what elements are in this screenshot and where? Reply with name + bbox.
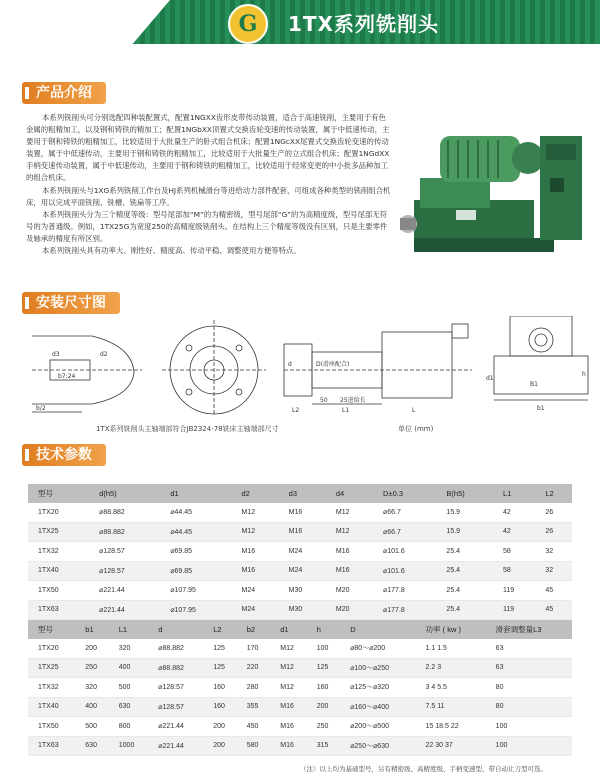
- table-cell: 80: [486, 697, 572, 717]
- table-row: [28, 639, 572, 658]
- table-cell: 1TX20: [28, 639, 75, 658]
- table-cell: 1TX50: [28, 581, 89, 601]
- table-cell: ⌀177.8: [373, 600, 436, 620]
- section-label: 安装尺寸图: [36, 295, 106, 311]
- table-cell: 1TX40: [28, 697, 75, 717]
- table-row: [28, 697, 572, 717]
- table-cell: 45: [535, 581, 572, 601]
- table-row: [28, 522, 572, 542]
- table-cell: M16: [270, 717, 306, 737]
- table-cell: 22 30 37: [416, 736, 486, 756]
- table-cell: ⌀221.44: [89, 600, 160, 620]
- table-cell: 580: [237, 736, 270, 756]
- table-cell: 1000: [109, 736, 149, 756]
- section-title-intro: [22, 82, 106, 104]
- column-header: d4: [326, 484, 373, 503]
- table-cell: ⌀250～⌀630: [340, 736, 415, 756]
- dim-label: b1: [537, 405, 545, 412]
- table-cell: 26: [535, 503, 572, 522]
- table-cell: 200: [307, 697, 340, 717]
- column-header: B(h5): [436, 484, 493, 503]
- section-title-tech: [22, 444, 106, 466]
- column-header: L2: [535, 484, 572, 503]
- table-cell: 630: [109, 697, 149, 717]
- column-header: d1: [160, 484, 231, 503]
- table-cell: ⌀44.45: [160, 522, 231, 542]
- milling-head-photo: [400, 118, 590, 266]
- table-cell: 25.4: [436, 561, 493, 581]
- table-cell: 1TX63: [28, 736, 75, 756]
- table-cell: 100: [486, 717, 572, 737]
- column-header: d1: [270, 620, 306, 639]
- column-header: L1: [109, 620, 149, 639]
- dim-label: d: [288, 361, 292, 368]
- table-cell: 1TX20: [28, 503, 89, 522]
- table-cell: 80: [486, 678, 572, 698]
- table-cell: ⌀69.85: [160, 542, 231, 562]
- table-cell: ⌀80～⌀200: [340, 639, 415, 658]
- table-cell: ⌀69.85: [160, 561, 231, 581]
- table-cell: M16: [270, 697, 306, 717]
- table-cell: M16: [326, 542, 373, 562]
- header-banner: [0, 0, 600, 44]
- table-cell: 400: [109, 658, 149, 678]
- table-cell: 42: [493, 503, 535, 522]
- table-cell: 119: [493, 600, 535, 620]
- table-cell: ⌀66.7: [373, 522, 436, 542]
- table-cell: M16: [231, 542, 278, 562]
- table-cell: 1TX25: [28, 658, 75, 678]
- column-header: L1: [493, 484, 535, 503]
- page-title: 1TX系列铣削头: [288, 12, 439, 36]
- table-cell: ⌀107.95: [160, 600, 231, 620]
- column-header: D±0.3: [373, 484, 436, 503]
- table-cell: 42: [493, 522, 535, 542]
- table-cell: 170: [237, 639, 270, 658]
- drawing-caption: 1TX系列铣削头主轴端部符合JB2324-78铣床主轴端部尺寸: [96, 425, 279, 433]
- table-cell: M16: [326, 561, 373, 581]
- table-cell: 100: [307, 639, 340, 658]
- table-cell: 25.4: [436, 600, 493, 620]
- table-cell: ⌀128.57: [89, 561, 160, 581]
- table-cell: 320: [109, 639, 149, 658]
- table-cell: ⌀221.44: [89, 581, 160, 601]
- table-cell: M20: [326, 600, 373, 620]
- intro-paragraph: 本系列铣削头可分别选配四种装配置式，配置1NGXX齿形皮带传动装置，适合于高速铣削，主要用于有色金属的粗精加工，以及钢和铸铁的精加工；配置1NGbXX顶置式交换齿轮变速的传动装置，属于中低速传动，主要用于钢和铸铁的粗精加工，比较适用于大批量生产的卧式组合机床；配置1NGcXX尾置式交换齿轮变速的传动装置，属于中低速传动，主要用于钢和铸铁的粗精加工，比较适用于大批量生产的立式组合机床；配置1NGdXX手柄变速传动装置，属于中低速传动，主要用于钢和铸铁的粗精加工，比较适用于经常变更的中小批多品种加工的组合机床。: [26, 113, 390, 183]
- dim-label: D(滑座配合): [316, 361, 350, 368]
- table-cell: ⌀88.882: [89, 503, 160, 522]
- column-header: d3: [279, 484, 326, 503]
- table-cell: M16: [279, 503, 326, 522]
- dim-label: h: [582, 371, 586, 378]
- column-header: h: [307, 620, 340, 639]
- table-cell: ⌀66.7: [373, 503, 436, 522]
- intro-text: [26, 112, 392, 257]
- table-cell: ⌀128.57: [148, 678, 203, 698]
- table-cell: ⌀107.95: [160, 581, 231, 601]
- table-cell: 125: [307, 658, 340, 678]
- table-cell: 220: [237, 658, 270, 678]
- table-cell: 1TX25: [28, 522, 89, 542]
- table-cell: M12: [326, 522, 373, 542]
- table-cell: M24: [231, 581, 278, 601]
- table-cell: 250: [307, 717, 340, 737]
- dim-label: b/2: [36, 405, 46, 412]
- dim-label: d2: [100, 351, 108, 358]
- dim-label: B1: [530, 381, 538, 388]
- header-white-corner: [0, 0, 170, 44]
- table-cell: 63: [486, 639, 572, 658]
- table-cell: 1TX40: [28, 561, 89, 581]
- table-cell: ⌀100～⌀250: [340, 658, 415, 678]
- table-row: [28, 542, 572, 562]
- column-header: d2: [231, 484, 278, 503]
- table-cell: ⌀44.45: [160, 503, 231, 522]
- table-cell: 280: [237, 678, 270, 698]
- section-title-install: [22, 292, 120, 314]
- table-cell: ⌀221.44: [148, 736, 203, 756]
- table-cell: 7.5 11: [416, 697, 486, 717]
- table-cell: 160: [307, 678, 340, 698]
- table-cell: ⌀200～⌀500: [340, 717, 415, 737]
- intro-paragraph: 本系列铣削头与1XG系列铣削工作台及HJ系列机械滑台等进给动力部件配套，可组成各种类型的铣削组合机床，用以完成平面铣削、铣槽、铣扁等工序。: [26, 185, 391, 207]
- dim-label: 25进给长: [340, 397, 366, 404]
- table-cell: 63: [486, 658, 572, 678]
- table-row: [28, 717, 572, 737]
- column-header: D: [340, 620, 415, 639]
- table-cell: M16: [270, 736, 306, 756]
- column-header: 型号: [28, 620, 75, 639]
- table-cell: 125: [203, 658, 236, 678]
- table-cell: 315: [307, 736, 340, 756]
- dim-label: b7:24: [58, 373, 76, 380]
- section-label: 产品介绍: [36, 85, 92, 101]
- table-cell: 3 4 5.5: [416, 678, 486, 698]
- table-row: [28, 561, 572, 581]
- installation-drawings: [22, 316, 592, 416]
- table-cell: 2.2 3: [416, 658, 486, 678]
- table-cell: 160: [203, 697, 236, 717]
- table-cell: ⌀88.882: [89, 522, 160, 542]
- table-cell: 320: [75, 678, 108, 698]
- table-cell: 200: [203, 717, 236, 737]
- table-cell: 500: [75, 717, 108, 737]
- table-cell: ⌀88.882: [148, 639, 203, 658]
- table-cell: M12: [270, 678, 306, 698]
- table-cell: ⌀88.882: [148, 658, 203, 678]
- column-header: b2: [237, 620, 270, 639]
- column-header: L2: [203, 620, 236, 639]
- table-cell: 1TX32: [28, 542, 89, 562]
- table-cell: M24: [231, 600, 278, 620]
- table-cell: 1TX63: [28, 600, 89, 620]
- table-row: [28, 503, 572, 522]
- table-row: [28, 678, 572, 698]
- table-cell: M12: [326, 503, 373, 522]
- column-header: 滑套调整量L3: [486, 620, 572, 639]
- table-cell: M24: [279, 542, 326, 562]
- dim-label: d3: [52, 351, 60, 358]
- table-cell: ⌀125～⌀320: [340, 678, 415, 698]
- table-row: [28, 736, 572, 756]
- table-header-row: [28, 484, 572, 503]
- table-cell: 58: [493, 542, 535, 562]
- table-cell: ⌀128.57: [89, 542, 160, 562]
- dim-label: 50: [320, 397, 328, 404]
- column-header: d(h5): [89, 484, 160, 503]
- table-cell: 200: [75, 639, 108, 658]
- table-cell: M24: [279, 561, 326, 581]
- table-cell: 45: [535, 600, 572, 620]
- table-cell: 1TX32: [28, 678, 75, 698]
- dim-label: L1: [342, 407, 350, 414]
- column-header: 功率 ( kw ): [416, 620, 486, 639]
- section-label: 技术参数: [36, 447, 92, 463]
- table-header-row: [28, 620, 572, 639]
- table-cell: 1TX50: [28, 717, 75, 737]
- column-header: b1: [75, 620, 108, 639]
- column-header: 型号: [28, 484, 89, 503]
- dim-label: L: [412, 407, 416, 414]
- table-cell: M12: [270, 639, 306, 658]
- dim-label: L2: [292, 407, 300, 414]
- table-cell: 32: [535, 542, 572, 562]
- table-cell: 26: [535, 522, 572, 542]
- table-cell: M30: [279, 581, 326, 601]
- table-cell: 200: [203, 736, 236, 756]
- spec-table-1: [28, 484, 572, 620]
- table-cell: 119: [493, 581, 535, 601]
- table-cell: 58: [493, 561, 535, 581]
- table-cell: 400: [75, 697, 108, 717]
- table-cell: M16: [279, 522, 326, 542]
- table-row: [28, 581, 572, 601]
- table-cell: 800: [109, 717, 149, 737]
- table-cell: 25.4: [436, 542, 493, 562]
- table-cell: 25.4: [436, 581, 493, 601]
- table-cell: 1.1 1.5: [416, 639, 486, 658]
- table-cell: M12: [231, 522, 278, 542]
- dim-label: d1: [486, 375, 494, 382]
- table-cell: M12: [270, 658, 306, 678]
- table-cell: 160: [203, 678, 236, 698]
- table-cell: M16: [231, 561, 278, 581]
- table-cell: M20: [326, 581, 373, 601]
- table-cell: 15 18.5 22: [416, 717, 486, 737]
- table-row: [28, 600, 572, 620]
- spec-table-2: [28, 620, 572, 756]
- table-cell: 250: [75, 658, 108, 678]
- table-cell: 15.9: [436, 522, 493, 542]
- table-cell: ⌀160～⌀400: [340, 697, 415, 717]
- table-cell: 32: [535, 561, 572, 581]
- intro-paragraph: 本系列铣削头具有功率大、刚性好、精度高、传动平稳、调整使用方便等特点。: [42, 246, 301, 256]
- table-cell: 630: [75, 736, 108, 756]
- table-cell: ⌀101.6: [373, 542, 436, 562]
- table-cell: 355: [237, 697, 270, 717]
- footnote: （注）以上均为基础型号，另有精密级、高精度级、手柄变速型、带自动让刀型可选。: [300, 765, 547, 773]
- intro-paragraph: 本系列铣削头分为三个精度等级：型号尾部加“M”的为精密级，型号尾部“G”的为高精度级，型号尾部无符号的为普通级。例如，1TX25G为宽度250的高精度级铣削头。在结构上三个精度等级没有区别，只是主要零件及轴承的精度有所区别。: [26, 209, 388, 243]
- table-cell: ⌀177.8: [373, 581, 436, 601]
- table-cell: 100: [486, 736, 572, 756]
- table-cell: M12: [231, 503, 278, 522]
- table-cell: 15.9: [436, 503, 493, 522]
- table-cell: ⌀128.57: [148, 697, 203, 717]
- table-cell: ⌀101.6: [373, 561, 436, 581]
- table-cell: 500: [109, 678, 149, 698]
- table-cell: 125: [203, 639, 236, 658]
- table-cell: 450: [237, 717, 270, 737]
- table-row: [28, 658, 572, 678]
- unit-caption: 单位 (mm): [398, 425, 434, 433]
- column-header: d: [148, 620, 203, 639]
- table-cell: M30: [279, 600, 326, 620]
- table-cell: ⌀221.44: [148, 717, 203, 737]
- company-logo-icon: G: [228, 4, 268, 44]
